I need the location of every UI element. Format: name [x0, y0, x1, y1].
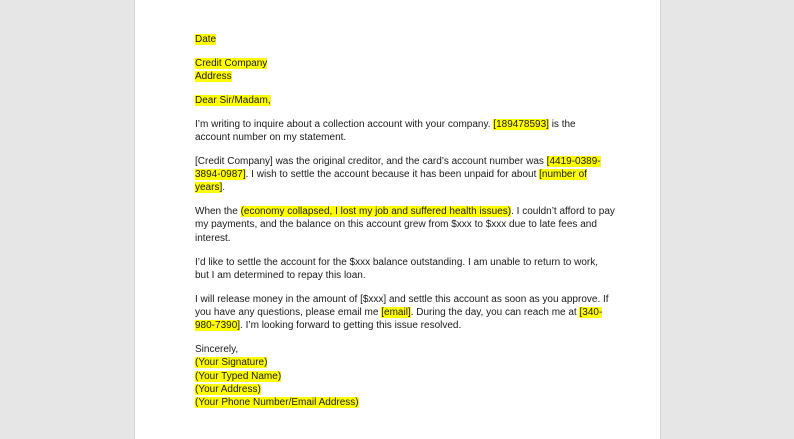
p3-line-3: interest. — [195, 232, 231, 244]
phone-field-part2: 980-7390] — [195, 320, 241, 332]
recipient-block — [195, 57, 593, 84]
card-number-field-part1: [4419-0389- — [546, 155, 601, 167]
salutation: Dear Sir/Madam, — [195, 94, 271, 106]
p5-text-a: you have any questions, please email me — [195, 306, 382, 318]
p2-text-c: . — [222, 182, 226, 194]
p1-text-a: I’m writing to inquire about a collection account with your company. — [195, 118, 494, 130]
paragraph-original-creditor — [195, 155, 601, 195]
salutation-block — [195, 94, 593, 107]
recipient-address-field: Address — [195, 71, 232, 83]
p1-text-b: is the — [548, 118, 576, 130]
card-number-field-part2: 3894-0987] — [195, 169, 246, 181]
contact-field: (Your Phone Number/Email Address) — [195, 397, 359, 409]
phone-field-part1: [340- — [579, 306, 603, 318]
paragraph-account-inquiry — [195, 118, 593, 145]
paragraph-settlement — [195, 256, 599, 283]
account-number-field: [189478593] — [493, 118, 549, 130]
document-page — [134, 0, 661, 439]
signature-block — [195, 343, 593, 409]
p4-line-1: I’d like to settle the account for the $xxx balance outstanding. I am unable to return to work, — [195, 256, 599, 268]
p3-text-a: When the — [195, 206, 241, 218]
date-field: Date — [195, 34, 217, 45]
hardship-reason-field: (economy collapsed, I lost my job and suffered health issues) — [240, 206, 512, 218]
sender-address-field: (Your Address) — [195, 383, 261, 395]
typed-name-field: (Your Typed Name) — [195, 370, 282, 382]
p1-line-2: account number on my statement. — [195, 131, 347, 143]
p3-text-b: . I couldn’t afford to pay — [511, 206, 615, 218]
closing: Sincerely, — [195, 344, 239, 356]
recipient-company-field: Credit Company — [195, 57, 268, 69]
p2-text-a: [Credit Company] was the original creditor, and the card’s account number was — [195, 155, 547, 167]
p5-text-b: . During the day, you can reach me at — [410, 306, 580, 318]
p4-line-2: but I am determined to repay this loan. — [195, 269, 366, 281]
years-field-part1: [number of — [539, 169, 587, 181]
date-block — [195, 33, 593, 46]
paragraph-contact — [195, 293, 609, 333]
p2-text-b: . I wish to settle the account because it has been unpaid for about — [245, 169, 540, 181]
p5-text-c: . I’m looking forward to getting this issue resolved. — [240, 320, 462, 332]
signature-field: (Your Signature) — [195, 357, 268, 369]
paragraph-hardship — [195, 205, 615, 245]
letter-body — [195, 33, 615, 420]
email-field: [email] — [381, 306, 411, 318]
years-field-part2: years] — [195, 182, 223, 194]
p5-line-1: I will release money in the amount of [$xxx] and settle this account as soon as you approve. If — [195, 293, 609, 305]
p3-line-2: my payments, and the balance on this account grew from $xxx to $xxx due to late fees and — [195, 219, 597, 231]
